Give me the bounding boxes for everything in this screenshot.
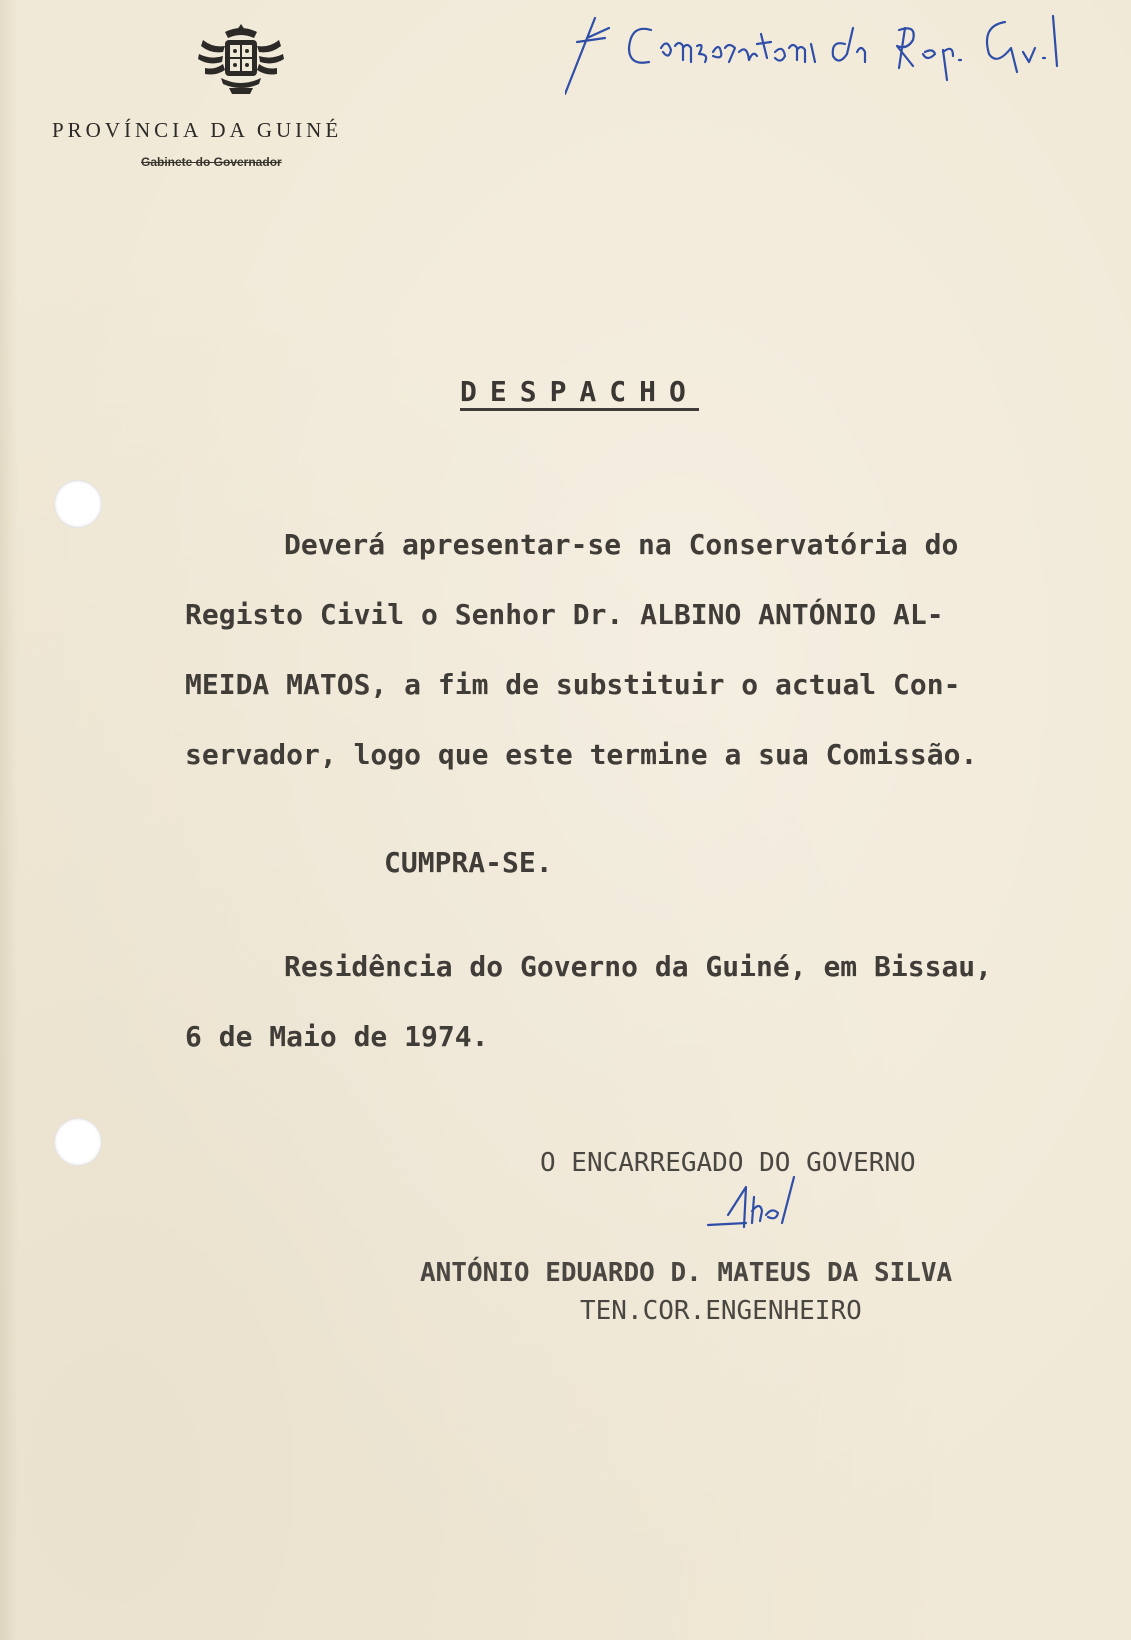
province-heading: PROVÍNCIA DA GUINÉ — [52, 118, 343, 142]
place-date-line: Residência do Governo da Guiné, em Bissau, — [284, 950, 993, 983]
paragraph-line: MEIDA MATOS, a fim de substituir o actual Con- — [185, 668, 961, 701]
paragraph-line: servador, logo que este termine a sua Comissão. — [185, 738, 978, 771]
paragraph-line: Registo Civil o Senhor Dr. ALBINO ANTÓNIO AL- — [185, 598, 944, 631]
order-line: CUMPRA-SE. — [384, 846, 553, 879]
handwritten-annotation — [565, 8, 1105, 108]
document-title: DESPACHO — [460, 378, 699, 411]
handwritten-signature — [706, 1175, 816, 1235]
signatory-rank: TEN.COR.ENGENHEIRO — [580, 1296, 862, 1326]
paragraph-line: Deverá apresentar-se na Conservatória do — [284, 528, 959, 561]
page-edge-shadow — [0, 0, 18, 1640]
coat-of-arms-emblem — [195, 22, 287, 96]
office-subheading: Gabinete do Governador — [141, 155, 282, 169]
punch-hole — [54, 1118, 102, 1166]
place-date-line: 6 de Maio de 1974. — [185, 1020, 489, 1053]
signatory-name: ANTÓNIO EDUARDO D. MATEUS DA SILVA — [420, 1258, 953, 1288]
punch-hole — [54, 480, 102, 528]
signatory-role: O ENCARREGADO DO GOVERNO — [540, 1148, 916, 1178]
